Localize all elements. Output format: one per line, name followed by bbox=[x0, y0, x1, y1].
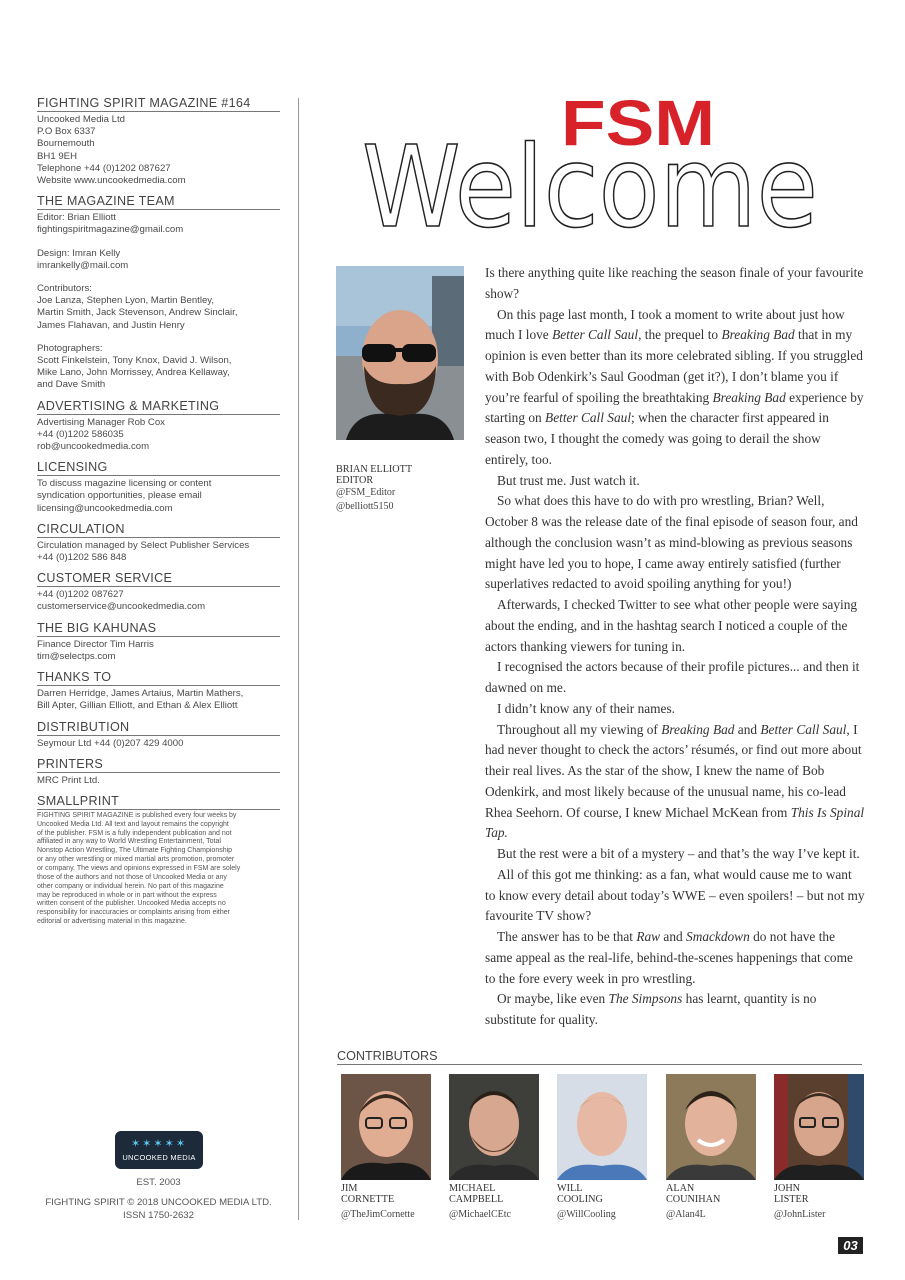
contributor-last-name: COUNIHAN bbox=[666, 1193, 721, 1205]
smallprint-line: responsibility for inaccuracies or complaints arising from either bbox=[37, 909, 230, 917]
info-line: +44 (0)1202 087627 bbox=[37, 589, 124, 601]
section-title: ADVERTISING & MARKETING bbox=[37, 399, 280, 415]
info-line: Editor: Brian Elliott bbox=[37, 212, 116, 224]
masthead-sidebar bbox=[37, 96, 280, 934]
section-title: THE BIG KAHUNAS bbox=[37, 621, 280, 637]
distribution-section bbox=[37, 720, 280, 750]
info-line: +44 (0)1202 586035 bbox=[37, 428, 124, 440]
editor-handle[interactable]: @FSM_Editor bbox=[336, 487, 396, 498]
info-line: Bill Apter, Gillian Elliott, and Ethan & Alex Elliott bbox=[37, 700, 238, 712]
info-line: Contributors: bbox=[37, 283, 92, 295]
contributor-card bbox=[557, 1074, 649, 1222]
smallprint-line: Uncooked Media Ltd. All text and layout remains the copyright bbox=[37, 820, 229, 828]
smallprint-line: of the publisher. FSM is a fully independent publication and not bbox=[37, 829, 232, 837]
licensing-section bbox=[37, 460, 280, 515]
info-line: Design: Imran Kelly bbox=[37, 247, 121, 259]
info-line: Joe Lanza, Stephen Lyon, Martin Bentley, bbox=[37, 295, 215, 307]
contributor-handle[interactable]: @MichaelCEtc bbox=[449, 1209, 511, 1220]
big-kahunas-section bbox=[37, 621, 280, 663]
info-line: Seymour Ltd +44 (0)207 429 4000 bbox=[37, 737, 184, 749]
section-title: SMALLPRINT bbox=[37, 794, 280, 810]
contributor-first-name: WILL bbox=[557, 1183, 583, 1194]
section-title: THE MAGAZINE TEAM bbox=[37, 194, 280, 210]
paragraph: All of this got me thinking: as a fan, what would cause me to want to know every detail about today’s WWE – even spoilers! – but not my favourite TV show? bbox=[485, 866, 865, 924]
contributor-handle[interactable]: @Alan4L bbox=[666, 1209, 706, 1220]
section-title: LICENSING bbox=[37, 460, 280, 476]
magazine-info bbox=[37, 96, 280, 187]
smallprint-line: written consent of the publisher. Uncooked Media accepts no bbox=[37, 900, 226, 908]
column-divider bbox=[298, 98, 299, 1220]
info-line: Scott Finkelstein, Tony Knox, David J. Wilson, bbox=[37, 355, 232, 367]
contributor-card bbox=[449, 1074, 541, 1222]
established-text: EST. 2003 bbox=[136, 1177, 181, 1188]
info-line: Bournemouth bbox=[37, 138, 95, 150]
editorial-text bbox=[485, 263, 865, 1031]
info-line: BH1 9EH bbox=[37, 150, 77, 162]
copyright-block bbox=[37, 1196, 280, 1222]
info-line: licensing@uncookedmedia.com bbox=[37, 502, 173, 514]
smallprint-line: editorial or advertising material in this magazine. bbox=[37, 918, 187, 926]
editor-name: BRIAN ELLIOTT bbox=[336, 464, 413, 475]
magazine-team bbox=[37, 194, 280, 391]
contributor-card bbox=[341, 1074, 433, 1222]
info-line: imrankelly@mail.com bbox=[37, 259, 129, 271]
info-line: To discuss magazine licensing or content bbox=[37, 478, 212, 490]
contributor-handle[interactable]: @WillCooling bbox=[557, 1209, 616, 1220]
contributor-handle[interactable]: @JohnLister bbox=[774, 1209, 826, 1220]
contributor-card bbox=[774, 1074, 866, 1222]
advertising-section bbox=[37, 399, 280, 454]
info-line: tim@selectps.com bbox=[37, 650, 116, 662]
info-line: Telephone +44 (0)1202 087627 bbox=[37, 162, 171, 174]
thanks-section bbox=[37, 670, 280, 712]
contributor-last-name: CORNETTE bbox=[341, 1193, 395, 1205]
smallprint-line: other company or individual herein. No part of this magazine bbox=[37, 882, 224, 890]
contributor-photo bbox=[557, 1074, 647, 1180]
info-line: rob@uncookedmedia.com bbox=[37, 441, 150, 453]
contributor-first-name: ALAN bbox=[666, 1183, 695, 1194]
info-line: syndication opportunities, please email bbox=[37, 490, 202, 502]
info-line: customerservice@uncookedmedia.com bbox=[37, 601, 206, 613]
smallprint-line: Nonstop Action Wrestling, The Ultimate Fighting Championship bbox=[37, 847, 233, 855]
contributor-photo bbox=[341, 1074, 431, 1180]
info-line: Martin Smith, Jack Stevenson, Andrew Sinclair, bbox=[37, 307, 238, 319]
logo-text: UNCOOKED MEDIA bbox=[122, 1153, 196, 1162]
contributor-last-name: COOLING bbox=[557, 1193, 603, 1205]
paragraph: But the rest were a bit of a mystery – and that’s the way I’ve kept it. bbox=[497, 846, 860, 861]
info-line: +44 (0)1202 586 848 bbox=[37, 552, 127, 564]
section-title: PRINTERS bbox=[37, 757, 280, 773]
copyright-text: FIGHTING SPIRIT © 2018 UNCOOKED MEDIA LTD. bbox=[45, 1197, 272, 1208]
paragraph: So what does this have to do with pro wrestling, Brian? Well, October 8 was the release date of the final episode of season four, and although the conclusion wasn’t as mind-blowing as previous seasons might have led you to hope, I came away entirely satisfied (further superlatives redacted to avoid spoiling anything for you!) bbox=[485, 493, 858, 592]
info-line: Uncooked Media Ltd bbox=[37, 114, 125, 125]
contributor-first-name: JIM bbox=[341, 1183, 358, 1194]
contributor-card bbox=[666, 1074, 758, 1222]
smallprint-line: FIGHTING SPIRIT MAGAZINE is published every four weeks by bbox=[37, 811, 237, 819]
info-line: Darren Herridge, James Artaius, Martin Mathers, bbox=[37, 688, 244, 700]
contributor-photo bbox=[449, 1074, 539, 1180]
paragraph: Throughout all my viewing of Breaking Bad and Better Call Saul, I had never thought to check the actors’ résumés, or find out more about their real lives. As the star of the show, I knew the name of Bob Odenkirk, and most likely because of the unusual name, his co-lead Rhea Seehorn. Of course, I knew Michael McKean from This Is Spinal Tap. bbox=[485, 721, 865, 841]
contributor-handle[interactable]: @TheJimCornette bbox=[341, 1209, 415, 1220]
smallprint-line: or any other wrestling or mixed martial arts promotion, promoter bbox=[37, 856, 235, 864]
smallprint-line: or company. The views and opinions expressed in FSM are solely bbox=[37, 864, 241, 872]
paragraph: Is there anything quite like reaching the season finale of your favourite show? bbox=[485, 265, 864, 301]
contributor-last-name: CAMPBELL bbox=[449, 1193, 504, 1205]
info-line: Photographers: bbox=[37, 342, 103, 354]
section-title: CUSTOMER SERVICE bbox=[37, 571, 280, 587]
page-title bbox=[362, 138, 822, 238]
paragraph: But trust me. Just watch it. bbox=[497, 472, 640, 488]
printers-section bbox=[37, 757, 280, 787]
customer-service-section bbox=[37, 571, 280, 613]
contributor-photo bbox=[666, 1074, 756, 1180]
info-line: Finance Director Tim Harris bbox=[37, 638, 154, 650]
smallprint-line: affiliated in any way to World Wrestling Entertainment, Total bbox=[37, 838, 221, 846]
paragraph: On this page last month, I took a moment to write about just how much I love Better Call Saul, the prequel to Breaking Bad that in my opinion is even better than its more celebrated sibling. If you struggled with Bob Odenkirk’s Saul Goodman (get it?), I don’t blame you if you’re fearful of spoiling the breathtaking Breaking Bad experience by starting on Better Call Saul; when the character first appeared in season two, I thought the comedy was going to derail the show entirely, too. bbox=[485, 306, 864, 467]
uncooked-media-logo bbox=[115, 1131, 203, 1169]
section-title: CIRCULATION bbox=[37, 522, 280, 538]
section-title: DISTRIBUTION bbox=[37, 720, 280, 736]
issn-text: ISSN 1750-2632 bbox=[123, 1210, 194, 1221]
editor-caption bbox=[336, 464, 476, 514]
paragraph: Afterwards, I checked Twitter to see what other people were saying about the ending, and in the hashtag search I noticed a couple of the actors thanking viewers for tuning in. bbox=[485, 597, 858, 654]
smallprint-line: those of the authors and not those of Uncooked Media or any bbox=[37, 873, 227, 881]
info-line: James Flahavan, and Justin Henry bbox=[37, 319, 185, 331]
editor-handle[interactable]: @belliott5150 bbox=[336, 501, 394, 512]
welcome-heading: Welcome bbox=[362, 138, 818, 238]
info-line: MRC Print Ltd. bbox=[37, 774, 100, 786]
info-line: P.O Box 6337 bbox=[37, 126, 96, 138]
page-number: 03 bbox=[838, 1237, 863, 1254]
contributor-last-name: LISTER bbox=[774, 1193, 809, 1205]
section-title: FIGHTING SPIRIT MAGAZINE #164 bbox=[37, 96, 280, 112]
info-line: Circulation managed by Select Publisher Services bbox=[37, 539, 250, 551]
contributor-first-name: MICHAEL bbox=[449, 1183, 496, 1194]
editor-role: EDITOR bbox=[336, 475, 374, 486]
circulation-section bbox=[37, 522, 280, 564]
info-line: Website www.uncookedmedia.com bbox=[37, 175, 186, 187]
fsm-logo-text: FSM bbox=[561, 95, 715, 149]
paragraph: I recognised the actors because of their profile pictures... and then it dawned on me. bbox=[485, 659, 860, 695]
info-line: Mike Lano, John Morrissey, Andrea Kellaway, bbox=[37, 367, 230, 379]
paragraph: I didn’t know any of their names. bbox=[497, 700, 676, 716]
contributor-first-name: JOHN bbox=[774, 1183, 801, 1194]
stars-icon: ✶✶✶✶✶ bbox=[130, 1138, 188, 1150]
contributor-photo bbox=[774, 1074, 864, 1180]
info-line: Advertising Manager Rob Cox bbox=[37, 416, 165, 428]
smallprint-section bbox=[37, 794, 280, 927]
paragraph: The answer has to be that Raw and Smackdown do not have the same appeal as the real-life, behind-the-scenes happenings that come to the fore every week in pro wrestling. bbox=[485, 929, 853, 986]
contributors-title: CONTRIBUTORS bbox=[337, 1049, 862, 1065]
info-line: and Dave Smith bbox=[37, 379, 106, 391]
smallprint-line: may be reproduced in whole or in part without the express bbox=[37, 891, 217, 899]
section-title: THANKS TO bbox=[37, 670, 280, 686]
editor-photo bbox=[336, 266, 464, 440]
info-line: fightingspiritmagazine@gmail.com bbox=[37, 224, 184, 236]
paragraph: Or maybe, like even The Simpsons has learnt, quantity is no substitute for quality. bbox=[485, 991, 817, 1027]
